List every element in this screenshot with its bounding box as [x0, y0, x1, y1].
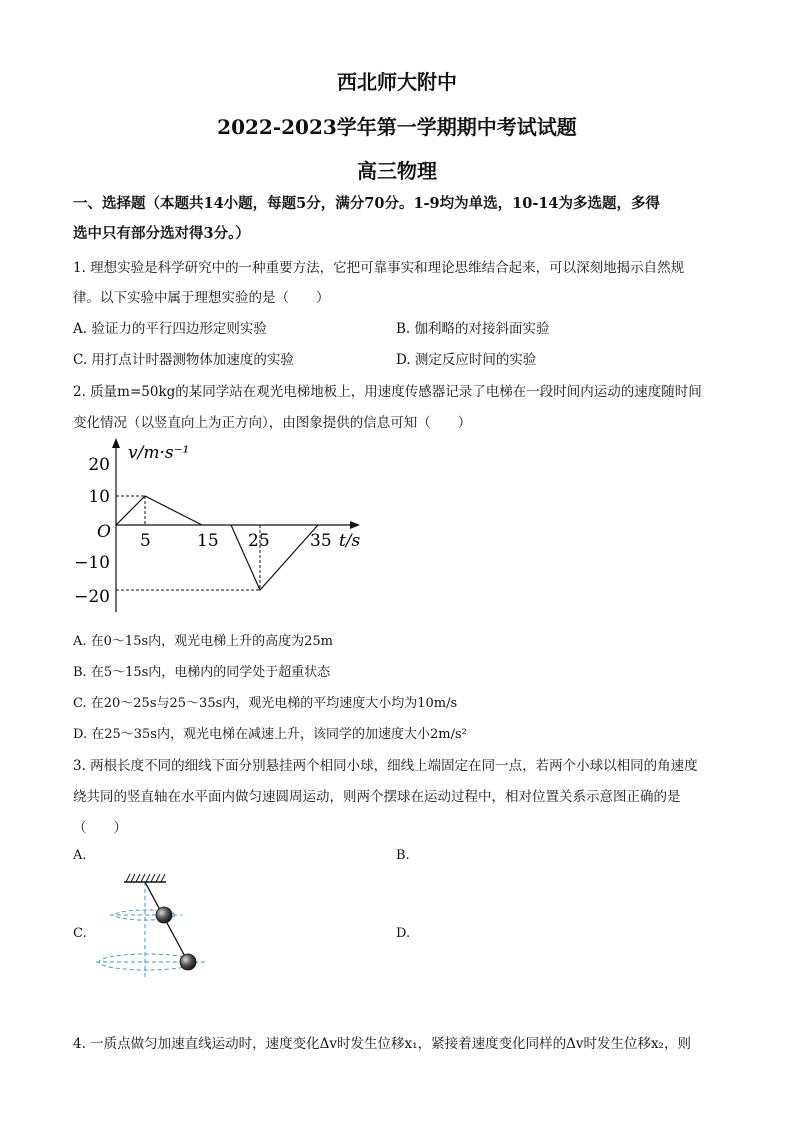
- exam-title: 2022-2023学年第一学期期中考试试题: [217, 115, 577, 139]
- q3-option-b: B.: [396, 848, 410, 863]
- section-heading-line1: 一、选择题（本题共14小题，每题5分，满分70分。1-9均为单选，10-14为多选题，多得: [73, 195, 661, 212]
- q1-option-b: B. 伽利略的对接斜面实验: [396, 321, 550, 337]
- q3-stem-line3: （ ）: [73, 820, 127, 836]
- q1-option-d: D. 测定反应时间的实验: [396, 352, 537, 368]
- ytick-neg10: −10: [74, 553, 110, 573]
- q3-stem-line1: 3. 两根长度不同的细线下面分别悬挂两个相同小球，细线上端固定在同一点，若两个小球以相同的角速度: [73, 758, 698, 774]
- velocity-segment-up: [116, 496, 202, 525]
- school-title: 西北师大附中: [337, 70, 457, 94]
- q4-stem-line1: 4. 一质点做匀加速直线运动时，速度变化Δv时发生位移x₁，紧接着速度变化同样的Δv时发生位移x₂，则: [73, 1036, 691, 1052]
- xtick-15: 15: [197, 531, 219, 551]
- xtick-5: 5: [140, 531, 151, 551]
- ytick-10: 10: [88, 487, 110, 507]
- q3-stem-line2: 绕共同的竖直轴在水平面内做匀速圆周运动，则两个摆球在运动过程中，相对位置关系示意图正确的是: [73, 789, 681, 805]
- q1-stem-line1: 1. 理想实验是科学研究中的一种重要方法，它把可靠事实和理论思维结合起来，可以深刻地揭示自然规: [73, 260, 685, 276]
- q2-stem-line2: 变化情况（以竖直向上为正方向），由图象提供的信息可知（ ）: [73, 415, 472, 431]
- ceiling-hatch: [126, 874, 165, 882]
- q1-stem-line2: 律。以下实验中属于理想实验的是（ ）: [73, 290, 330, 306]
- conical-pendulum-diagram: [90, 870, 220, 980]
- xtick-25: 25: [248, 531, 270, 551]
- q1-option-a: A. 验证力的平行四边形定则实验: [73, 321, 267, 337]
- q2-option-b: B. 在5～15s内，电梯内的同学处于超重状态: [73, 665, 331, 680]
- q2-stem-line1: 2. 质量m=50kg的某同学站在观光电梯地板上，用速度传感器记录了电梯在一段时间内运动的速度随时间: [73, 384, 702, 400]
- lower-ball: [180, 954, 196, 970]
- q2-option-a: A. 在0～15s内，观光电梯上升的高度为25m: [73, 634, 334, 649]
- x-axis-arrow: [350, 521, 360, 529]
- q3-option-d: D.: [396, 926, 411, 941]
- q2-option-d: D. 在25～35s内，观光电梯在减速上升，该同学的加速度大小2m/s²: [73, 727, 467, 742]
- q2-option-c: C. 在20～25s与25～35s内，观光电梯的平均速度大小均为10m/s: [73, 696, 458, 711]
- y-axis-arrow: [112, 438, 120, 448]
- xtick-35: 35: [310, 531, 332, 551]
- y-axis-label: v/m·s⁻¹: [128, 443, 190, 463]
- q1-option-c: C. 用打点计时器测物体加速度的实验: [73, 352, 294, 368]
- upper-ball: [156, 907, 172, 923]
- velocity-segment-down: [231, 525, 318, 590]
- velocity-time-graph: [70, 436, 370, 622]
- subject-title: 高三物理: [357, 159, 437, 183]
- q3-option-a: A.: [73, 848, 87, 863]
- q3-option-c: C.: [73, 926, 87, 941]
- ytick-20: 20: [88, 455, 110, 475]
- origin-label: O: [97, 522, 111, 542]
- x-axis-label: t/s: [339, 531, 361, 551]
- section-heading-line2: 选中只有部分选对得3分。）: [73, 225, 250, 242]
- ytick-neg20: −20: [74, 587, 110, 607]
